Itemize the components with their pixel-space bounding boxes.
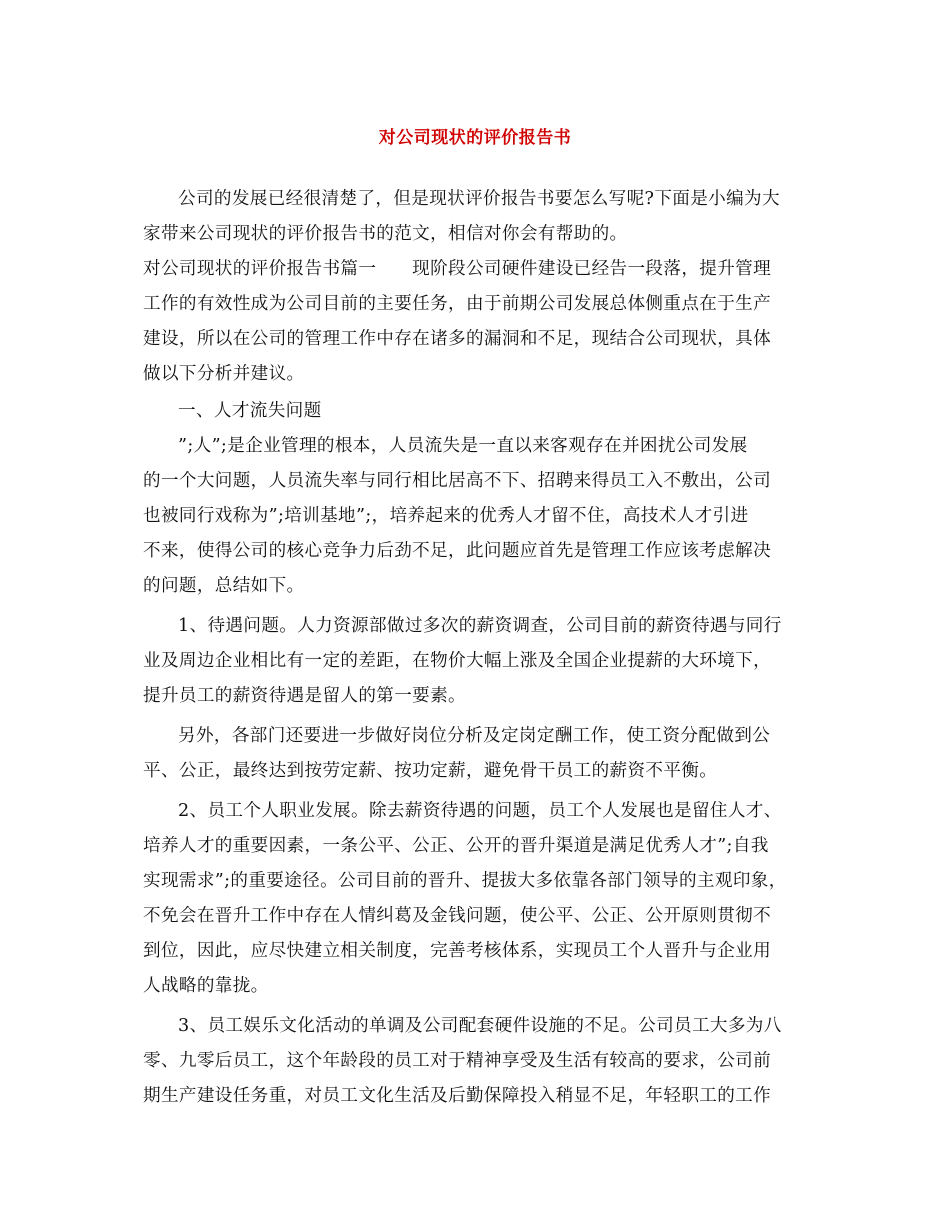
paragraph-line: 也被同行戏称为”;培训基地”;，培养起来的优秀人才留不住，高技术人才引进 [143, 506, 749, 526]
paragraph-line: 提升员工的薪资待遇是留人的第一要素。 [143, 686, 466, 706]
paragraph-line: 做以下分析并建议。 [143, 364, 305, 384]
paragraph-line: 不免会在晋升工作中存在人情纠葛及金钱问题，使公平、公正、公开原则贯彻不 [143, 906, 772, 926]
paragraph-line: 到位，因此，应尽快建立相关制度，完善考核体系，实现员工个人晋升与企业用 [143, 941, 772, 961]
paragraph-line: 平、公正，最终达到按劳定薪、按功定薪，避免骨干员工的薪资不平衡。 [143, 761, 718, 781]
section-heading: 一、人才流失问题 [178, 401, 322, 421]
paragraph-line: 零、九零后员工，这个年龄段的员工对于精神享受及生活有较高的要求，公司前 [143, 1051, 772, 1071]
paragraph-line: 的一个大问题，人员流失率与同行相比居高不下、招聘来得员工入不敷出，公司 [143, 471, 772, 491]
paragraph-line: 家带来公司现状的评价报告书的范文，相信对你会有帮助的。 [143, 224, 628, 244]
paragraph-line: 的问题，总结如下。 [143, 576, 305, 596]
paragraph-line: ”;人”;是企业管理的根本，人员流失是一直以来客观存在并困扰公司发展 [178, 436, 748, 456]
paragraph-line: 公司的发展已经很清楚了，但是现状评价报告书要怎么写呢?下面是小编为大 [178, 189, 780, 209]
paragraph-line: 工作的有效性成为公司目前的主要任务，由于前期公司发展总体侧重点在于生产 [143, 294, 772, 314]
paragraph-line: 1、待遇问题。人力资源部做过多次的薪资调查，公司目前的薪资待遇与同行 [178, 616, 782, 636]
paragraph-line: 期生产建设任务重，对员工文化生活及后勤保障投入稍显不足，年轻职工的工作 [143, 1086, 772, 1106]
document-title: 对公司现状的评价报告书 [378, 128, 572, 148]
paragraph-line: 建设，所以在公司的管理工作中存在诸多的漏洞和不足，现结合公司现状，具体 [143, 329, 772, 349]
paragraph-line: 培养人才的重要因素，一条公平、公正、公开的晋升渠道是满足优秀人才”;自我 [143, 836, 769, 856]
paragraph-line: 业及周边企业相比有一定的差距，在物价大幅上涨及全国企业提薪的大环境下， [143, 651, 772, 671]
paragraph-line: 对公司现状的评价报告书篇一 现阶段公司硬件建设已经告一段落，提升管理 [143, 259, 772, 279]
paragraph-line: 另外，各部门还要进一步做好岗位分析及定岗定酬工作，使工资分配做到公 [178, 726, 771, 746]
paragraph-line: 3、员工娱乐文化活动的单调及公司配套硬件设施的不足。公司员工大多为八 [178, 1016, 782, 1036]
paragraph-line: 实现需求”;的重要途径。公司目前的晋升、提拔大多依靠各部门领导的主观印象， [143, 871, 787, 891]
paragraph-line: 不来，使得公司的核心竞争力后劲不足，此问题应首先是管理工作应该考虑解决 [143, 541, 772, 561]
paragraph-line: 人战略的靠拢。 [143, 976, 269, 996]
paragraph-line: 2、员工个人职业发展。除去薪资待遇的问题，员工个人发展也是留住人才、 [178, 801, 782, 821]
